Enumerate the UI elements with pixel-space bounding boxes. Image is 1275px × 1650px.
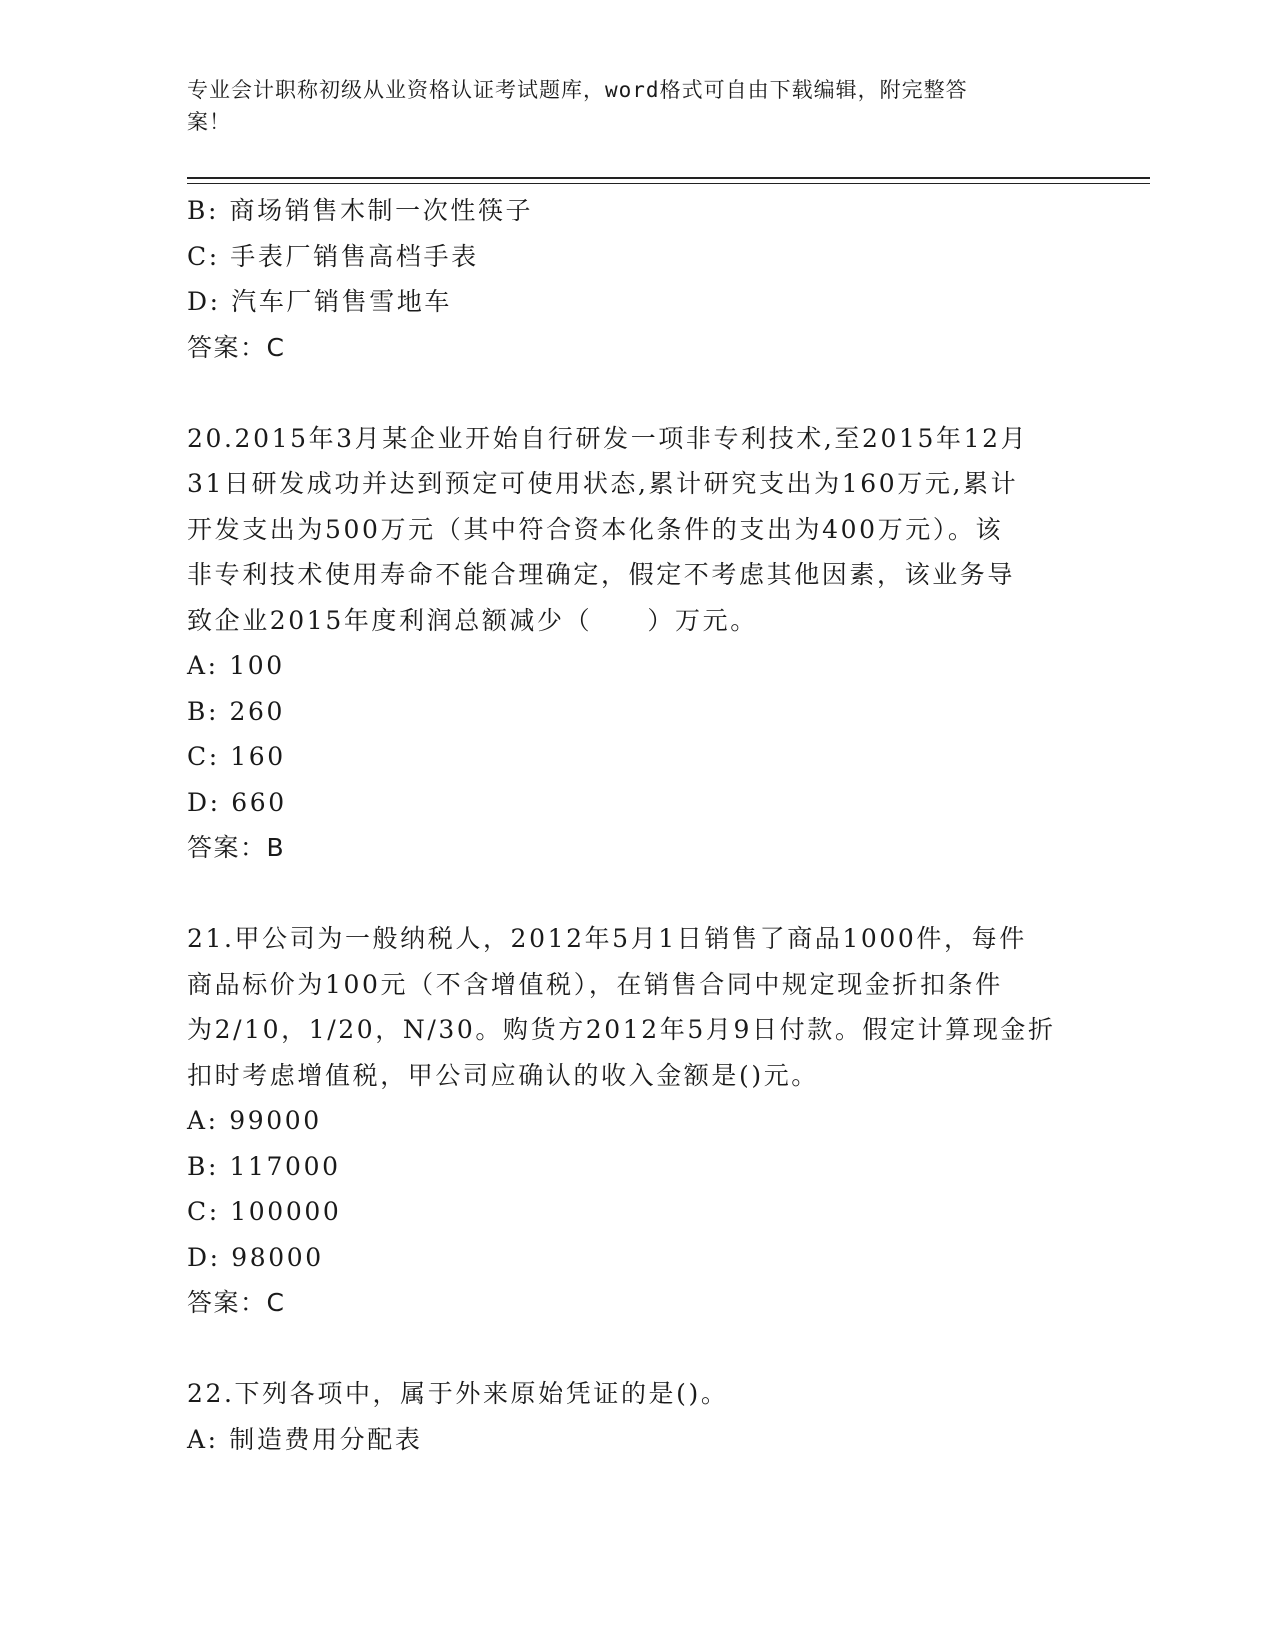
text-line: 22.下列各项中，属于外来原始凭证的是()。 bbox=[187, 1379, 729, 1408]
document-body bbox=[187, 188, 1087, 1462]
header-divider-thick bbox=[187, 177, 1150, 179]
text-line: 致企业2015年度利润总额减少（ ）万元。 bbox=[187, 605, 758, 635]
text-line: B: 117000 bbox=[187, 1151, 341, 1181]
text-line: 为2/10，1/20，N/30。购货方2012年5月9日付款。假定计算现金折 bbox=[187, 1015, 1056, 1044]
answer-line: 答案：C bbox=[187, 332, 286, 362]
text-line: C: 手表厂销售高档手表 bbox=[187, 241, 479, 271]
text-line: C: 100000 bbox=[187, 1197, 342, 1226]
paragraph-gap bbox=[187, 1326, 1087, 1372]
text-line: 20.2015年3月某企业开始自行研发一项非专利技术,至2015年12月 bbox=[187, 423, 1029, 453]
text-line: 21.甲公司为一般纳税人，2012年5月1日销售了商品1000件，每件 bbox=[187, 924, 1027, 953]
header-line-1: 专业会计职称初级从业资格认证考试题库，word格式可自由下载编辑，附完整答 bbox=[187, 78, 968, 102]
text-line: B: 260 bbox=[187, 696, 286, 726]
answer-line: 答案：C bbox=[187, 1288, 286, 1317]
text-line: 开发支出为500万元（其中符合资本化条件的支出为400万元）。该 bbox=[187, 514, 1004, 544]
text-line: B: 商场销售木制一次性筷子 bbox=[187, 196, 534, 225]
paragraph-gap bbox=[187, 370, 1087, 416]
text-line: 31日研发成功并达到预定可使用状态,累计研究支出为160万元,累计 bbox=[187, 469, 1019, 498]
header-divider-thin bbox=[187, 183, 1150, 184]
text-line: 商品标价为100元（不含增值税），在销售合同中规定现金折扣条件 bbox=[187, 969, 1003, 999]
text-line: 扣时考虑增值税，甲公司应确认的收入金额是()元。 bbox=[187, 1060, 819, 1090]
text-line: C: 160 bbox=[187, 742, 286, 771]
text-line: D: 98000 bbox=[187, 1242, 324, 1272]
text-line: 非专利技术使用寿命不能合理确定，假定不考虑其他因素，该业务导 bbox=[187, 560, 1016, 589]
text-line: A: 100 bbox=[187, 651, 285, 680]
text-line: D: 汽车厂销售雪地车 bbox=[187, 287, 453, 316]
paragraph-gap bbox=[187, 871, 1087, 917]
answer-line: 答案：B bbox=[187, 833, 286, 862]
text-line: A: 99000 bbox=[187, 1106, 322, 1135]
header-line-2: 案！ bbox=[187, 110, 231, 134]
text-line: A: 制造费用分配表 bbox=[187, 1424, 423, 1454]
page-header bbox=[187, 74, 1067, 138]
text-line: D: 660 bbox=[187, 787, 287, 817]
